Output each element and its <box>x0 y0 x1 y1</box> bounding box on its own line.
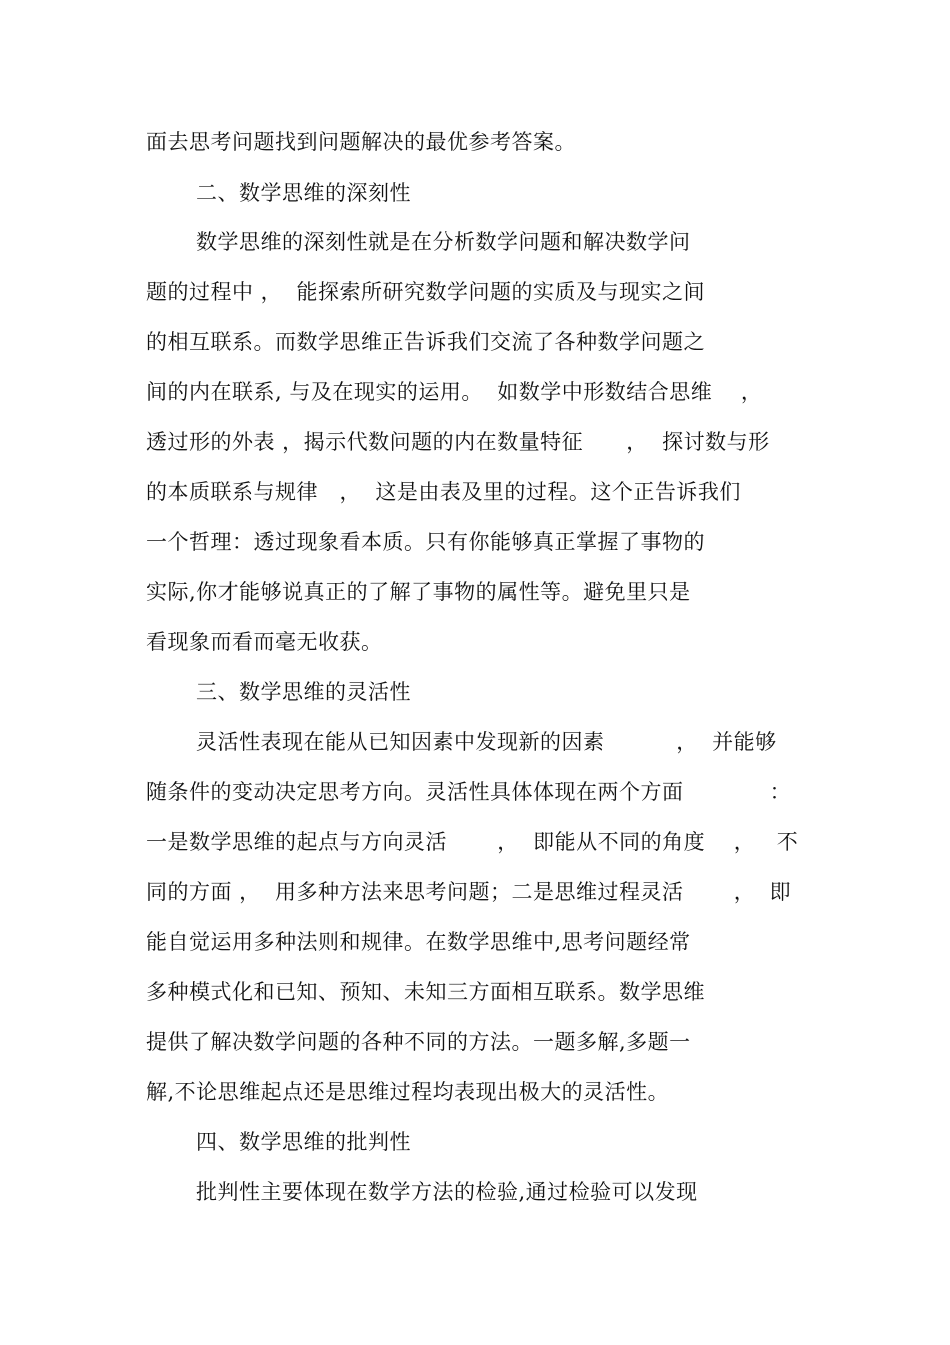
section-heading: 四、数学思维的批判性 <box>196 1130 411 1154</box>
paragraph-line: 透过形的外表 ，揭示代数问题的内在数量特征 ， 探讨数与形 <box>146 430 770 454</box>
paragraph-line: 解,不论思维起点还是思维过程均表现出极大的灵活性。 <box>146 1080 670 1104</box>
section-heading: 二、数学思维的深刻性 <box>196 181 411 205</box>
paragraph-line: 的相互联系。而数学思维正告诉我们交流了各种数学问题之 <box>146 330 705 354</box>
paragraph-line: 灵活性表现在能从已知因素中发现新的因素 ， 并能够 <box>196 730 777 754</box>
paragraph-line: 随条件的变动决定思考方向。灵活性具体体现在两个方面 ： <box>146 780 792 804</box>
paragraph-line: 一是数学思维的起点与方向灵活 ， 即能从不同的角度 ， 不 <box>146 830 799 854</box>
paragraph-line: 面去思考问题找到问题解决的最优参考答案。 <box>146 130 576 154</box>
paragraph-line: 实际,你才能够说真正的了解了事物的属性等。避免里只是 <box>146 580 691 604</box>
paragraph-line: 数学思维的深刻性就是在分析数学问题和解决数学问 <box>196 230 691 254</box>
paragraph-line: 看现象而看而毫无收获。 <box>146 630 383 654</box>
paragraph-line: 批判性主要体现在数学方法的检验,通过检验可以发现 <box>196 1180 698 1204</box>
paragraph-line: 的本质联系与规律 ， 这是由表及里的过程。这个正告诉我们 <box>146 480 741 504</box>
section-heading: 三、数学思维的灵活性 <box>196 680 411 704</box>
paragraph-line: 同的方面 ， 用多种方法来思考问题；二是思维过程灵活 ， 即 <box>146 880 792 904</box>
paragraph-line: 间的内在联系, 与及在现实的运用。 如数学中形数结合思维 ， <box>146 380 763 404</box>
paragraph-line: 题的过程中 ， 能探索所研究数学问题的实质及与现实之间 <box>146 280 706 304</box>
paragraph-line: 一个哲理：透过现象看本质。只有你能够真正掌握了事物的 <box>146 530 705 554</box>
paragraph-line: 提供了解决数学问题的各种不同的方法。一题多解,多题一 <box>146 1030 691 1054</box>
paragraph-line: 能自觉运用多种法则和规律。在数学思维中,思考问题经常 <box>146 930 691 954</box>
paragraph-line: 多种模式化和已知、预知、未知三方面相互联系。数学思维 <box>146 980 705 1004</box>
